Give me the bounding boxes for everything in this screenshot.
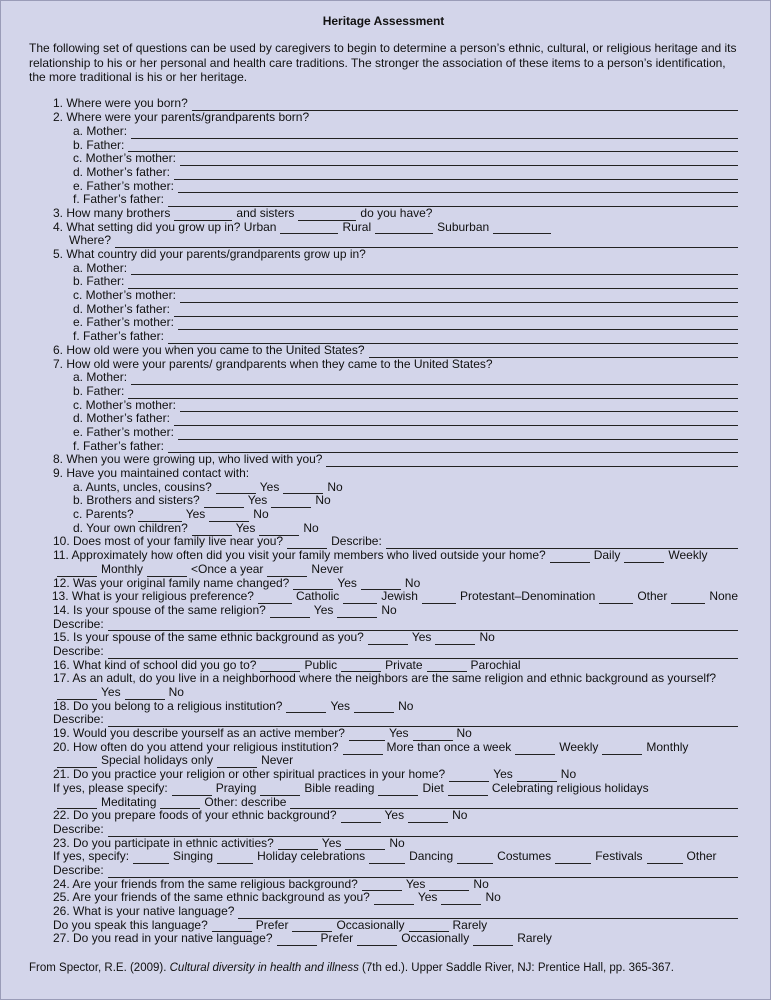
question-20: 20. How often do you attend your religious institution? More than once a week Weekly Monthly	[53, 739, 689, 754]
q20-more: Special holidays only Never	[29, 755, 738, 769]
page-title: Heritage Assessment	[322, 14, 445, 28]
q5-mothers-father: d. Mother’s father:	[29, 303, 738, 317]
q2-father: b. Father:	[29, 139, 738, 153]
answer-blank[interactable]	[375, 223, 433, 234]
question-12: 12. Was your original family name changed? Yes No	[53, 575, 421, 590]
answer-blank[interactable]	[172, 785, 212, 796]
source-citation: From Spector, R.E. (2009). Cultural diversity in health and illness (7th ed.). Upper Saddle River, NJ: Prentice Hall, pp. 365-367.	[29, 962, 674, 975]
q17-answer: Yes No	[29, 686, 738, 700]
q2-fathers-father: f. Father’s father:	[29, 193, 738, 207]
question-23: 23. Do you participate in ethnic activities? Yes No	[53, 835, 405, 850]
question-5: 5. What country did your parents/grandparents grow up in?	[53, 247, 366, 262]
answer-line[interactable]	[369, 347, 738, 358]
q11-more: Monthly <Once a year Never	[29, 563, 738, 577]
answer-blank[interactable]	[555, 853, 591, 864]
answer-blank[interactable]	[493, 223, 551, 234]
answer-line[interactable]	[131, 374, 738, 385]
answer-blank[interactable]	[277, 935, 317, 946]
answer-blank[interactable]	[378, 785, 418, 796]
answer-line[interactable]	[178, 429, 738, 440]
q9-children: d. Your own children? Yes No	[73, 520, 319, 535]
q26-speak: Do you speak this language? Prefer Occasionally Rarely	[53, 917, 488, 932]
answer-line[interactable]	[174, 415, 738, 426]
answer-blank[interactable]	[647, 853, 683, 864]
answer-line[interactable]	[326, 456, 738, 467]
no-blank[interactable]	[271, 497, 311, 508]
question-26: 26. What is your native language?	[29, 905, 738, 919]
no-blank[interactable]	[337, 607, 377, 618]
q15-describe: Describe:	[29, 645, 738, 659]
answer-blank[interactable]	[457, 853, 493, 864]
yes-blank[interactable]	[204, 497, 244, 508]
q9-aunts: a. Aunts, uncles, cousins? Yes No	[73, 479, 343, 494]
answer-blank[interactable]	[217, 853, 253, 864]
question-11: 11. Approximately how often did you visit your family members who lived outside your home? Daily Weekly	[53, 548, 708, 563]
question-9: 9. Have you maintained contact with:	[53, 466, 250, 481]
q22-describe: Describe:	[29, 823, 738, 837]
yes-blank[interactable]	[349, 730, 385, 741]
q14-describe: Describe:	[29, 618, 738, 632]
answer-blank[interactable]	[515, 744, 555, 755]
no-blank[interactable]	[361, 579, 401, 590]
question-3: 3. How many brothers and sisters do you have?	[53, 205, 433, 220]
answer-line[interactable]	[178, 319, 738, 330]
question-19: 19. Would you describe yourself as an active member? Yes No	[53, 726, 472, 741]
q7-fathers-father: f. Father’s father:	[29, 440, 738, 454]
answer-blank[interactable]	[369, 853, 405, 864]
answer-blank[interactable]	[280, 223, 338, 234]
answer-blank[interactable]	[147, 566, 187, 577]
q5-mothers-mother: c. Mother’s mother:	[29, 289, 738, 303]
q4-where: Where?	[29, 234, 738, 248]
q21-more: Meditating Other: describe	[29, 796, 738, 810]
question-18: 18. Do you belong to a religious institution? Yes No	[53, 698, 414, 713]
answer-line[interactable]	[180, 155, 738, 166]
answer-line[interactable]	[178, 182, 738, 193]
intro-paragraph: The following set of questions can be used by caregivers to begin to determine a person’s ethnic, cultural, or religious heritage and its relationship to his or her personal and health care traditions. The stronger the association of these items to a person’s identification, the more traditional is his or her heritage.	[29, 41, 737, 84]
q5-fathers-mother: e. Father’s mother:	[29, 317, 738, 331]
answer-blank[interactable]	[267, 566, 307, 577]
question-14: 14. Is your spouse of the same religion? Yes No	[53, 602, 397, 617]
q9-siblings: b. Brothers and sisters? Yes No	[73, 493, 331, 508]
answer-blank[interactable]	[357, 935, 397, 946]
answer-line[interactable]	[128, 141, 738, 152]
q2-mothers-father: d. Mother’s father:	[29, 166, 738, 180]
answer-blank[interactable]	[57, 566, 97, 577]
question-4: 4. What setting did you grow up in? Urban Rural Suburban	[29, 221, 738, 235]
answer-blank[interactable]	[602, 744, 642, 755]
answer-blank[interactable]	[133, 853, 169, 864]
q7-mother: a. Mother:	[29, 371, 738, 385]
answer-blank[interactable]	[550, 552, 590, 563]
q7-father: b. Father:	[29, 385, 738, 399]
question-27: 27. Do you read in your native language? Prefer Occasionally Rarely	[53, 931, 552, 946]
question-7: 7. How old were your parents/ grandparents when they came to the United States?	[53, 356, 493, 371]
q2-mother: a. Mother:	[29, 125, 738, 139]
no-blank[interactable]	[408, 812, 448, 823]
q2-mothers-mother: c. Mother’s mother:	[29, 152, 738, 166]
answer-blank[interactable]	[473, 935, 513, 946]
q5-father: b. Father:	[29, 275, 738, 289]
no-blank[interactable]	[441, 894, 481, 905]
no-blank[interactable]	[435, 634, 475, 645]
question-25: 25. Are your friends of the same ethnic background as you? Yes No	[53, 890, 501, 905]
yes-blank[interactable]	[449, 771, 489, 782]
yes-blank[interactable]	[278, 839, 318, 850]
answer-line[interactable]	[131, 128, 738, 139]
q5-fathers-father: f. Father’s father:	[29, 330, 738, 344]
answer-line[interactable]	[128, 388, 738, 399]
q2-fathers-mother: e. Father’s mother:	[29, 180, 738, 194]
answer-line[interactable]	[180, 292, 738, 303]
answer-blank[interactable]	[599, 593, 633, 604]
yes-blank[interactable]	[368, 634, 408, 645]
yes-blank[interactable]	[270, 607, 310, 618]
q21-specify: If yes, please specify: Praying Bible reading Diet Celebrating religious holidays	[53, 780, 649, 795]
answer-line[interactable]	[131, 264, 738, 275]
question-17: 17. As an adult, do you live in a neighborhood where the neighbors are the same religion and ethnic background as yourself?	[53, 671, 717, 686]
q9-parents: c. Parents? Yes No	[73, 507, 269, 522]
answer-line[interactable]	[128, 278, 738, 289]
question-1: 1. Where were you born?	[29, 98, 738, 112]
yes-blank[interactable]	[374, 894, 414, 905]
q7-mothers-father: d. Mother’s father:	[29, 412, 738, 426]
q7-fathers-mother: e. Father’s mother:	[29, 426, 738, 440]
no-blank[interactable]	[345, 839, 385, 850]
answer-line[interactable]	[290, 798, 738, 809]
answer-blank[interactable]	[624, 552, 664, 563]
question-21: 21. Do you practice your religion or other spiritual practices in your home? Yes No	[53, 767, 577, 782]
yes-blank[interactable]	[286, 702, 326, 713]
answer-line[interactable]	[174, 169, 738, 180]
answer-line[interactable]	[174, 306, 738, 317]
answer-blank[interactable]	[343, 593, 377, 604]
q5-mother: a. Mother:	[29, 262, 738, 276]
yes-blank[interactable]	[341, 812, 381, 823]
answer-line[interactable]	[238, 908, 738, 919]
answer-blank[interactable]	[448, 785, 488, 796]
question-16: 16. What kind of school did you go to? Public Private Parochial	[53, 657, 521, 672]
question-24: 24. Are your friends from the same religious background? Yes No	[53, 876, 489, 891]
answer-blank[interactable]	[260, 785, 300, 796]
question-15: 15. Is your spouse of the same ethnic background as you? Yes No	[53, 630, 495, 645]
question-10: 10. Does most of your family live near you? Describe:	[29, 536, 738, 550]
q23-describe: Describe:	[29, 864, 738, 878]
no-blank[interactable]	[354, 702, 394, 713]
answer-line[interactable]	[108, 826, 738, 837]
q18-describe: Describe:	[29, 713, 738, 727]
answer-blank[interactable]	[343, 744, 383, 755]
q23-specify: If yes, specify: Singing Holiday celebrations Dancing Costumes Festivals Other	[53, 850, 717, 864]
question-6: 6. How old were you when you came to the United States?	[29, 344, 738, 358]
answer-blank[interactable]	[422, 593, 456, 604]
answer-blank[interactable]	[671, 593, 705, 604]
question-22: 22. Do you prepare foods of your ethnic background? Yes No	[53, 808, 468, 823]
question-13: 13. What is your religious preference? Catholic Jewish Protestant–Denomination Other None	[51, 590, 738, 604]
q7-mothers-mother: c. Mother’s mother:	[29, 399, 738, 413]
question-8: 8. When you were growing up, who lived with you?	[29, 453, 738, 467]
yes-blank[interactable]	[293, 579, 333, 590]
question-2: 2. Where were your parents/grandparents born?	[53, 110, 310, 125]
answer-line[interactable]	[180, 401, 738, 412]
